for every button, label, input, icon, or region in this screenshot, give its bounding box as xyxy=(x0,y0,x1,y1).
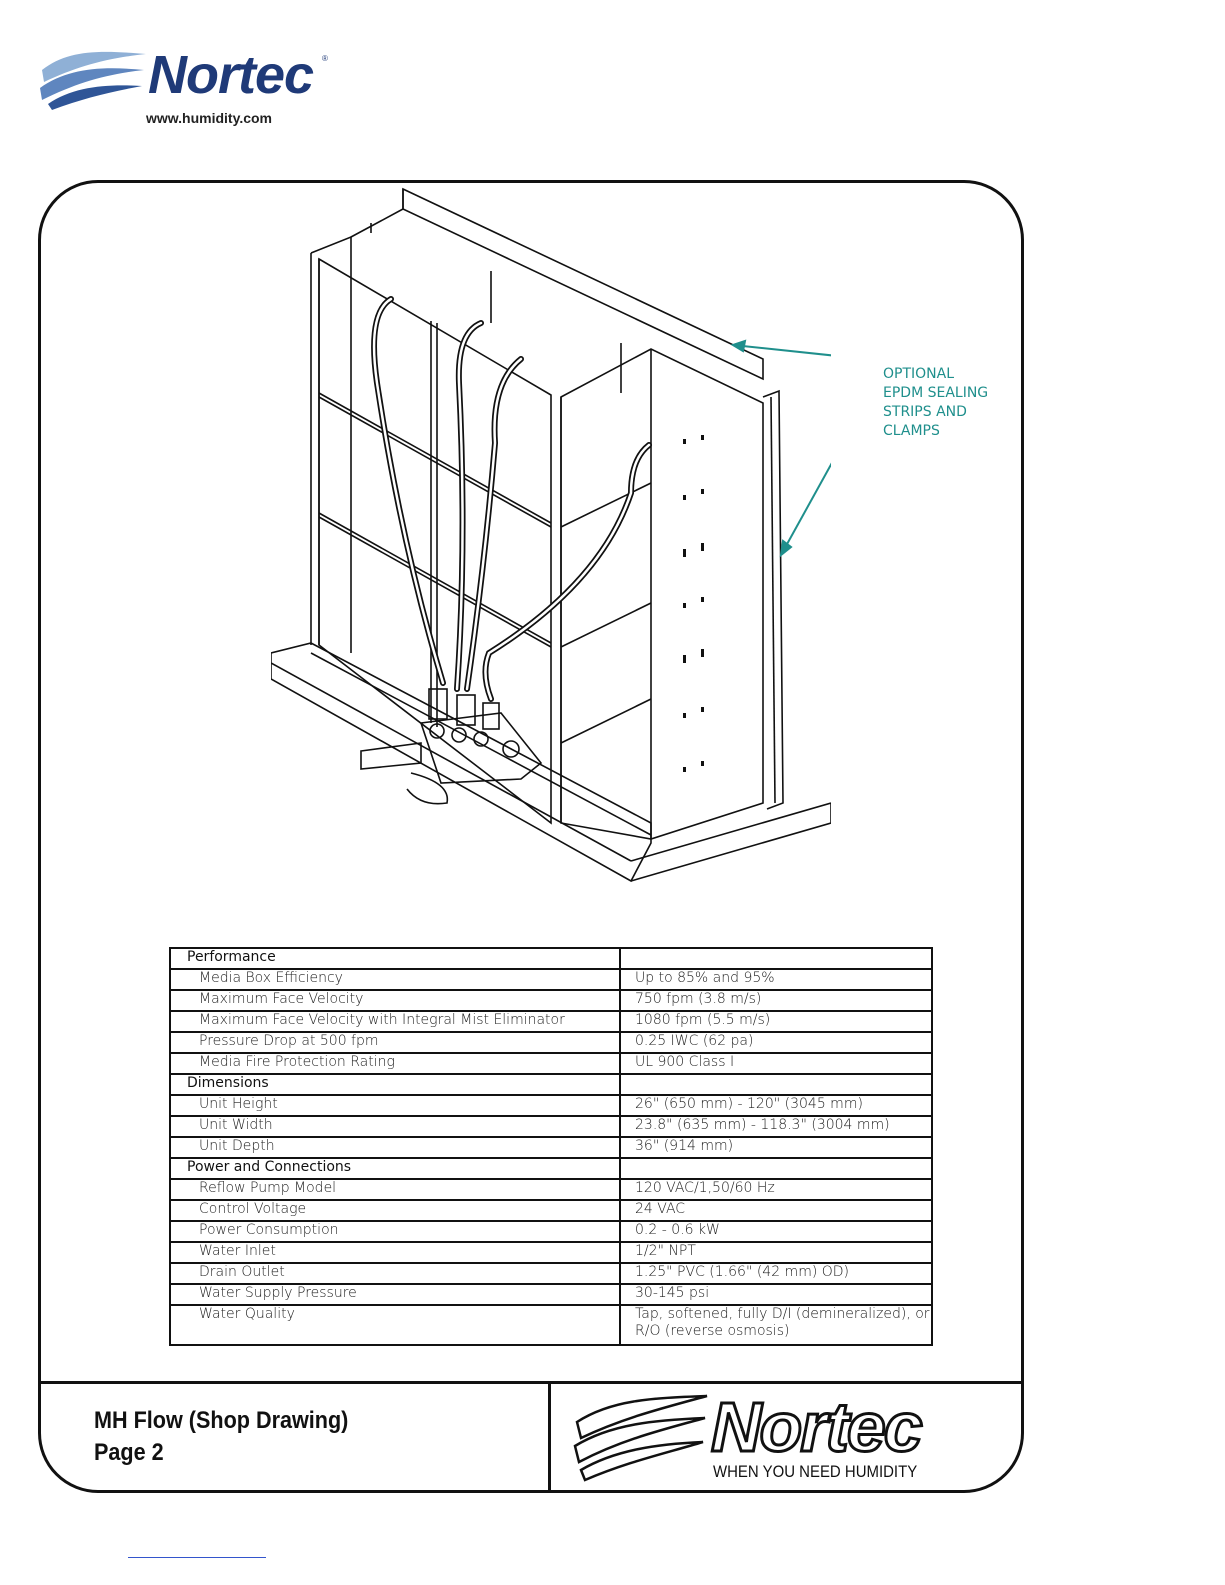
spec-value: 0.25 IWC (62 pa) xyxy=(620,1032,932,1053)
table-row xyxy=(170,1221,932,1242)
spec-label: Water Quality xyxy=(170,1305,620,1345)
spec-label: Maximum Face Velocity with Integral Mist Eliminator xyxy=(170,1011,620,1032)
brand-name: Nortec xyxy=(148,45,314,105)
spec-value: 24 VAC xyxy=(620,1200,932,1221)
page-number: Page 2 xyxy=(94,1439,164,1466)
spec-label: Unit Depth xyxy=(170,1137,620,1158)
table-row xyxy=(170,1053,932,1074)
table-row xyxy=(170,1095,932,1116)
spec-value: 26" (650 mm) - 120" (3045 mm) xyxy=(620,1095,932,1116)
spec-value: 750 fpm (3.8 m/s) xyxy=(620,990,932,1011)
spec-value: UL 900 Class I xyxy=(620,1053,932,1074)
spec-value xyxy=(620,1158,932,1179)
website-url: www.humidity.com xyxy=(146,110,273,126)
table-row xyxy=(170,990,932,1011)
footer-vertical-divider xyxy=(548,1381,551,1493)
brand-tagline: WHEN YOU NEED HUMIDITY xyxy=(713,1462,918,1481)
spec-label: Pressure Drop at 500 fpm xyxy=(170,1032,620,1053)
table-row xyxy=(170,1179,932,1200)
table-row xyxy=(170,969,932,990)
table-row xyxy=(170,1242,932,1263)
spec-value: Up to 85% and 95% xyxy=(620,969,932,990)
table-row xyxy=(170,1011,932,1032)
table-row xyxy=(170,1284,932,1305)
table-row xyxy=(170,1263,932,1284)
spec-label: Water Inlet xyxy=(170,1242,620,1263)
spec-value xyxy=(620,948,932,969)
callout-line: CLAMPS xyxy=(883,423,940,439)
spec-value: 36" (914 mm) xyxy=(620,1137,932,1158)
spec-value: 1080 fpm (5.5 m/s) xyxy=(620,1011,932,1032)
table-row xyxy=(170,1116,932,1137)
spec-label: Maximum Face Velocity xyxy=(170,990,620,1011)
spec-value: 120 VAC/1,50/60 Hz xyxy=(620,1179,932,1200)
table-section-row xyxy=(170,1158,932,1179)
spec-label: Power Consumption xyxy=(170,1221,620,1242)
table-row xyxy=(170,1032,932,1053)
table-row xyxy=(170,1137,932,1158)
spec-value: 23.8" (635 mm) - 118.3" (3004 mm) xyxy=(620,1116,932,1137)
section-heading: Dimensions xyxy=(170,1074,620,1095)
spec-label: Control Voltage xyxy=(170,1200,620,1221)
footer-link-underline xyxy=(128,1557,266,1558)
specifications-table xyxy=(169,947,933,1346)
footer-title xyxy=(94,1405,348,1469)
spec-value: 30-145 psi xyxy=(620,1284,932,1305)
footer-logo xyxy=(571,1388,971,1488)
wave-logo-icon xyxy=(571,1392,711,1482)
spec-label: Media Fire Protection Rating xyxy=(170,1053,620,1074)
callout-line: OPTIONAL xyxy=(883,366,955,382)
spec-value: 1.25" PVC (1.66" (42 mm) OD) xyxy=(620,1263,932,1284)
spec-value xyxy=(620,1074,932,1095)
footer-divider-line xyxy=(41,1381,1024,1384)
section-heading: Performance xyxy=(170,948,620,969)
document-title: MH Flow (Shop Drawing) xyxy=(94,1407,349,1434)
brand-name: Nortec xyxy=(711,1388,921,1466)
table-row xyxy=(170,1200,932,1221)
spec-value: 1/2" NPT xyxy=(620,1242,932,1263)
spec-label: Drain Outlet xyxy=(170,1263,620,1284)
spec-value: 0.2 - 0.6 kW xyxy=(620,1221,932,1242)
header-logo xyxy=(38,40,338,130)
table-section-row xyxy=(170,948,932,969)
callout-line: STRIPS AND xyxy=(883,404,967,420)
table-row xyxy=(170,1305,932,1345)
spec-label: Unit Height xyxy=(170,1095,620,1116)
table-section-row xyxy=(170,1074,932,1095)
spec-label: Unit Width xyxy=(170,1116,620,1137)
spec-label: Reflow Pump Model xyxy=(170,1179,620,1200)
callout-line: EPDM SEALING xyxy=(883,385,989,401)
wave-logo-icon xyxy=(38,40,148,110)
spec-value: Tap, softened, fully D/I (demineralized), or R/O (reverse osmosis) xyxy=(620,1305,932,1345)
document-frame xyxy=(38,180,1024,1493)
spec-label: Media Box Efficiency xyxy=(170,969,620,990)
callout-sealing-strips xyxy=(883,365,988,441)
section-heading: Power and Connections xyxy=(170,1158,620,1179)
humidifier-unit-drawing xyxy=(271,183,831,903)
registered-mark: ® xyxy=(322,54,328,63)
spec-label: Water Supply Pressure xyxy=(170,1284,620,1305)
